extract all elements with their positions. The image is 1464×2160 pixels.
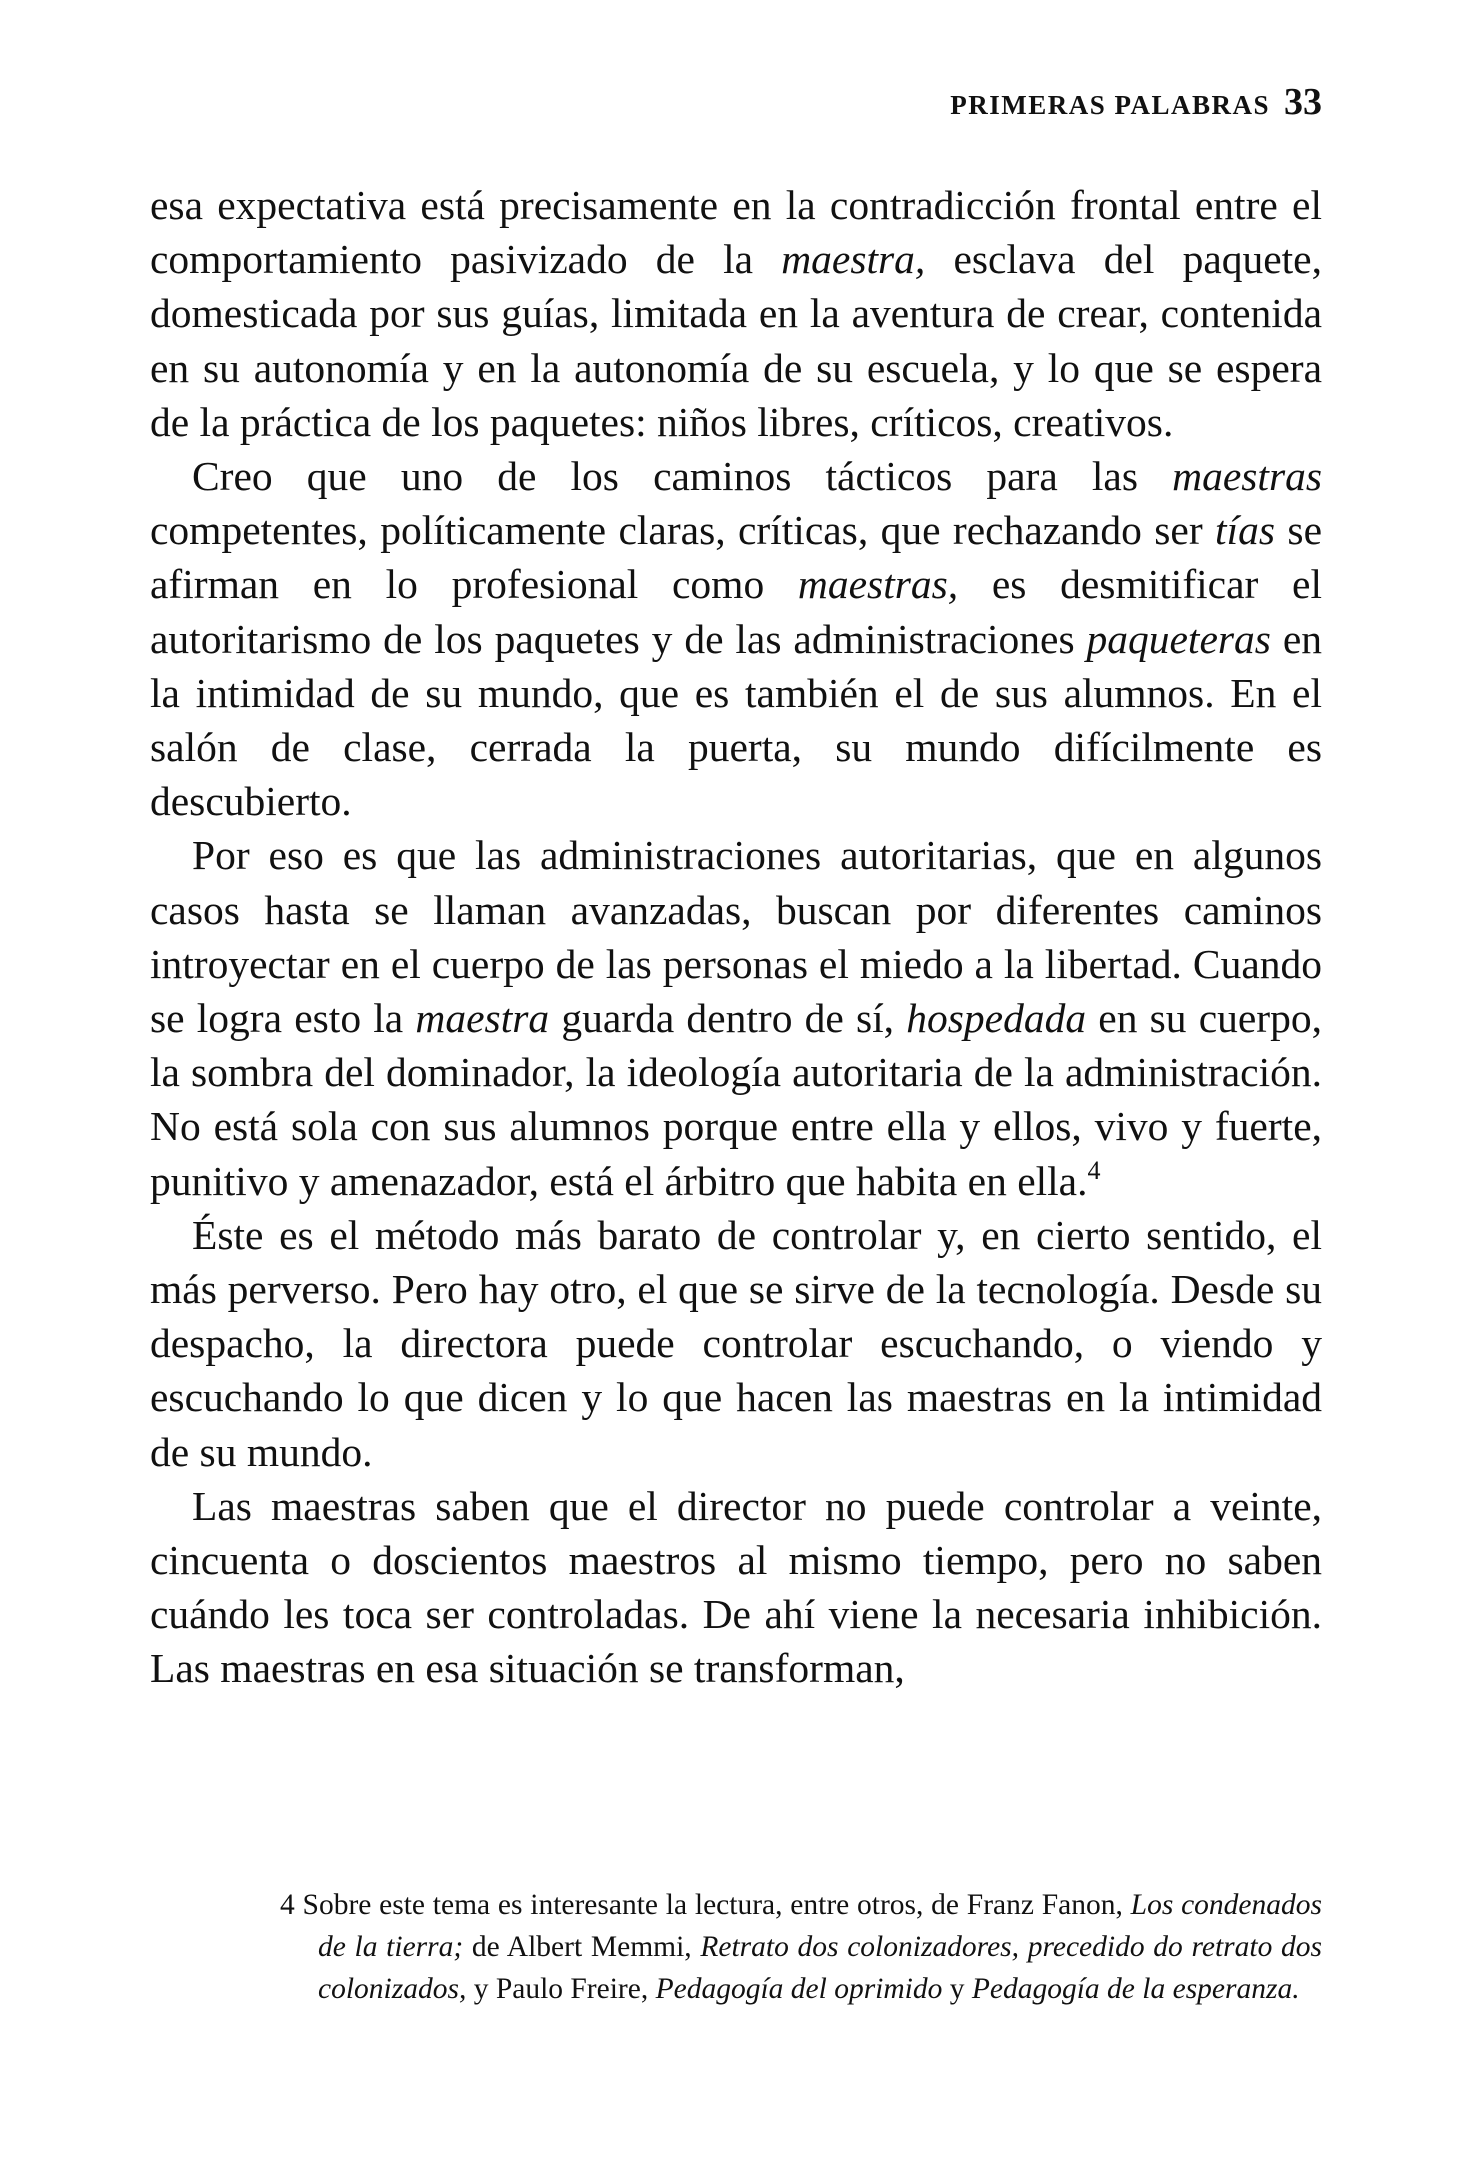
p3-italic-hospedada: hospedada: [906, 995, 1087, 1042]
paragraph-4: [150, 1208, 1322, 1479]
p3-text-e: en su cuerpo, la sombra del dominador, la ideología autoritaria de la administración. No está sola con sus alumnos porque entre ella y ellos, vivo y fuerte, punitivo y amenazador, está el árbitro que habita en ella.: [150, 995, 1323, 1204]
p2-italic-maestras: maestras: [1172, 453, 1322, 500]
p1-text-c: esclava del paquete, domesticada por sus guías, limitada en la aventura de crear, contenida en su autonomía y en la autonomía de su escuela, y lo que se espera de la práctica de los paquetes: niños libres, críticos, creativos.: [150, 236, 1322, 445]
p2-text-i: en la intimidad de su mundo, que es también el de sus alumnos. En el salón de clase, cerrada la puerta, su mundo difícilmente es descubierto.: [150, 615, 1322, 825]
paragraph-5: [150, 1479, 1322, 1696]
footnote-title-oprimido: Pedagogía del oprimido: [655, 1973, 943, 2005]
p2-text-c: competentes, políticamente claras, críticas, que rechazando ser: [150, 507, 1216, 554]
paragraph-1: [150, 178, 1322, 449]
paragraph-2: [150, 449, 1322, 828]
body-text: [150, 178, 1322, 1696]
running-header: [150, 82, 1322, 125]
footnote-text-c: de Albert Memmi,: [463, 1931, 701, 1963]
p3-text-c: guarda dentro de sí,: [549, 995, 907, 1042]
p3-text-a: Por eso es que las administraciones autoritarias, que en algunos casos hasta se llaman avanzadas, buscan por diferentes caminos introyectar en el cuerpo de las personas el miedo a la libertad. Cuando se logra esto la: [150, 832, 1322, 1042]
p2-text-g: es desmitificar el autoritarismo de los paquetes y de las administraciones: [150, 561, 1322, 662]
p1-italic-maestra: maestra,: [781, 236, 926, 283]
page-number: 33: [1284, 81, 1322, 123]
footnote-title-esperanza: Pedagogía de la esperanza.: [971, 1973, 1300, 2005]
p4-text: Éste es el método más barato de controlar y, en cierto sentido, el más perverso. Pero hay otro, el que se sirve de la tecnología. Desde su despacho, la directora puede controlar escuchando, o viendo y escuchando lo que dicen y lo que hacen las maestras en la intimidad de su mundo.: [150, 1211, 1322, 1475]
p5-text: Las maestras saben que el director no puede controlar a veinte, cincuenta o doscientos maestros al mismo tiempo, pero no saben cuándo les toca ser controladas. De ahí viene la necesaria inhibición. Las maestras en esa situación se transforman,: [150, 1482, 1322, 1692]
p3-italic-maestra: maestra: [415, 995, 550, 1042]
footnote-number: 4: [280, 1889, 295, 1921]
p2-text-a: Creo que uno de los caminos tácticos para las: [192, 453, 1173, 500]
footnote: [280, 1884, 1322, 2010]
paragraph-3: [150, 828, 1322, 1207]
footnote-text-a: Sobre este tema es interesante la lectura, entre otros, de Franz Fanon,: [294, 1889, 1131, 1921]
footnote-title-condenados: Los condenados de la tierra;: [318, 1889, 1322, 1963]
footnote-reference[interactable]: 4: [1087, 1155, 1101, 1185]
p2-italic-maestras-2: maestras,: [797, 561, 959, 608]
footnote-text-g: y: [942, 1973, 972, 2005]
footnote-title-retrato: Retrato dos colonizadores, precedido do retrato dos colonizados,: [318, 1931, 1322, 2005]
p1-text-a: esa expectativa está precisamente en la contradicción frontal entre el comportamiento pasivizado de la: [150, 182, 1322, 283]
running-title: PRIMERAS PALABRAS: [950, 90, 1270, 120]
p2-text-e: se afirman en lo profesional como: [150, 507, 1322, 608]
p2-italic-tias: tías: [1215, 507, 1276, 554]
p2-italic-paqueteras: paqueteras: [1086, 615, 1271, 662]
footnote-text-e: y Paulo Freire,: [466, 1973, 656, 2005]
